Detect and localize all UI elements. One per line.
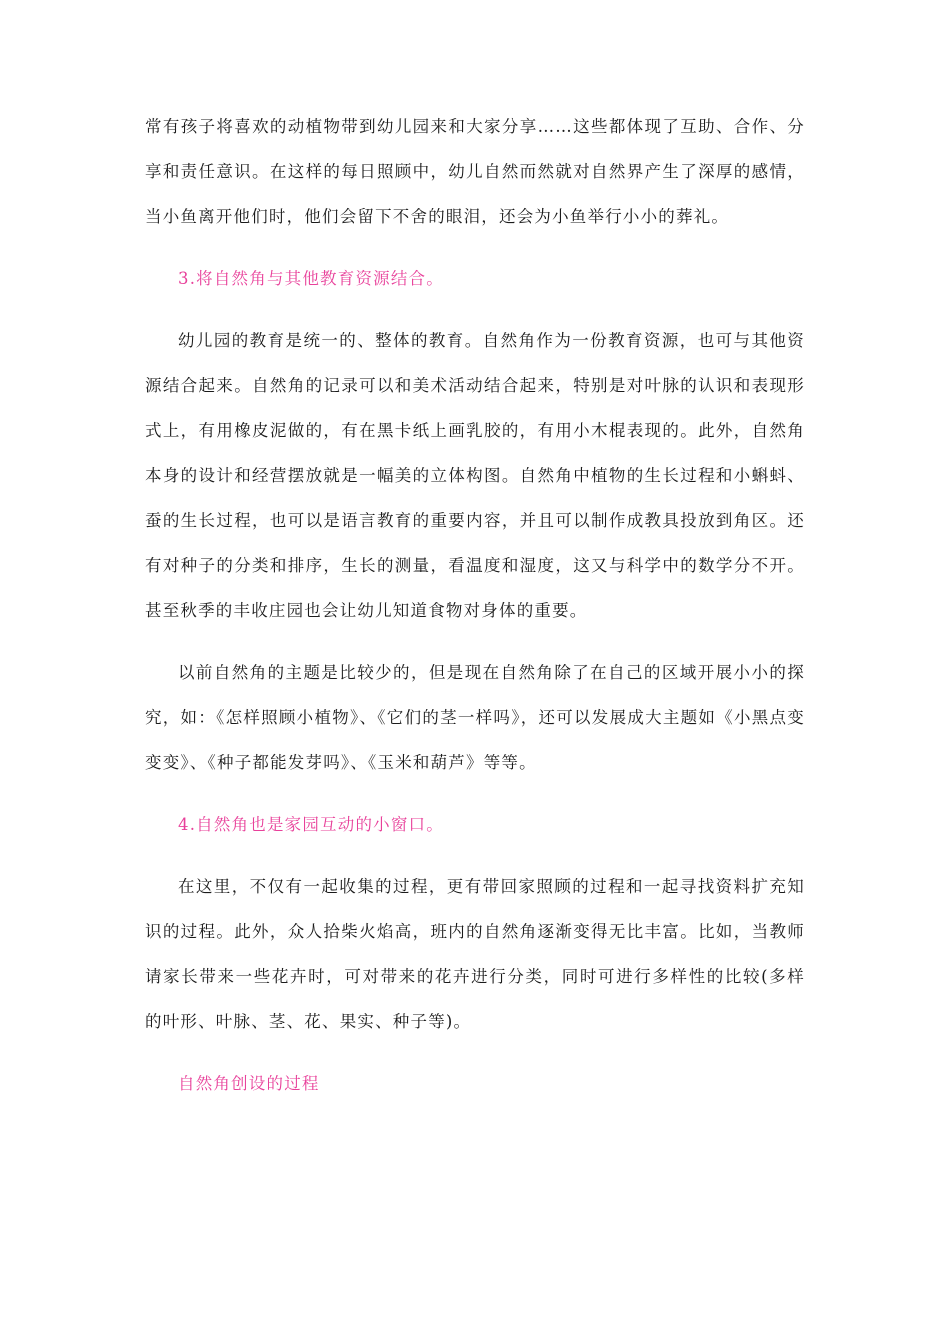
paragraph-themes: 以前自然角的主题是比较少的，但是现在自然角除了在自己的区域开展小小的探究，如：《怎样照顾小植物》、《它们的茎一样吗》，还可以发展成大主题如《小黑点变变变》、《种子都能发芽吗》、《玉米和葫芦》等等。: [145, 663, 805, 772]
paragraph-home-school-interaction: 在这里，不仅有一起收集的过程，更有带回家照顾的过程和一起寻找资料扩充知识的过程。此外，众人拾柴火焰高，班内的自然角逐渐变得无比丰富。比如，当教师请家长带来一些花卉时，可对带来的花卉进行分类，同时可进行多样性的比较(多样的叶形、叶脉、茎、花、果实、种子等)。: [145, 877, 805, 1031]
paragraph-gap: [145, 239, 805, 256]
paragraph-integrated-education: 幼儿园的教育是统一的、整体的教育。自然角作为一份教育资源，也可与其他资源结合起来。自然角的记录可以和美术活动结合起来，特别是对叶脉的认识和表现形式上，有用橡皮泥做的，有在黑卡纸上画乳胶的，有用小木棍表现的。此外，自然角本身的设计和经营摆放就是一幅美的立体构图。自然角中植物的生长过程和小蝌蚪、蚕的生长过程，也可以是语言教育的重要内容，并且可以制作成教具投放到角区。还有对种子的分类和排序，生长的测量，看温度和湿度，这又与科学中的数学分不开。甚至秋季的丰收庄园也会让幼儿知道食物对身体的重要。: [145, 331, 805, 620]
paragraph-gap: [145, 1044, 805, 1061]
document-body: [145, 104, 805, 1106]
paragraph-gap: [145, 785, 805, 802]
section-heading-creation-process: 自然角创设的过程: [178, 1074, 320, 1093]
paragraph-sharing-and-care: 常有孩子将喜欢的动植物带到幼儿园来和大家分享……这些都体现了互助、合作、分享和责任意识。在这样的每日照顾中，幼儿自然而然就对自然界产生了深厚的感情，当小鱼离开他们时，他们会留下不舍的眼泪，还会为小鱼举行小小的葬礼。: [145, 117, 805, 226]
paragraph-gap: [145, 847, 805, 864]
paragraph-gap: [145, 633, 805, 650]
paragraph-gap: [145, 301, 805, 318]
section-heading-3: 3.将自然角与其他教育资源结合。: [178, 269, 444, 288]
section-heading-4: 4.自然角也是家园互动的小窗口。: [178, 815, 444, 834]
